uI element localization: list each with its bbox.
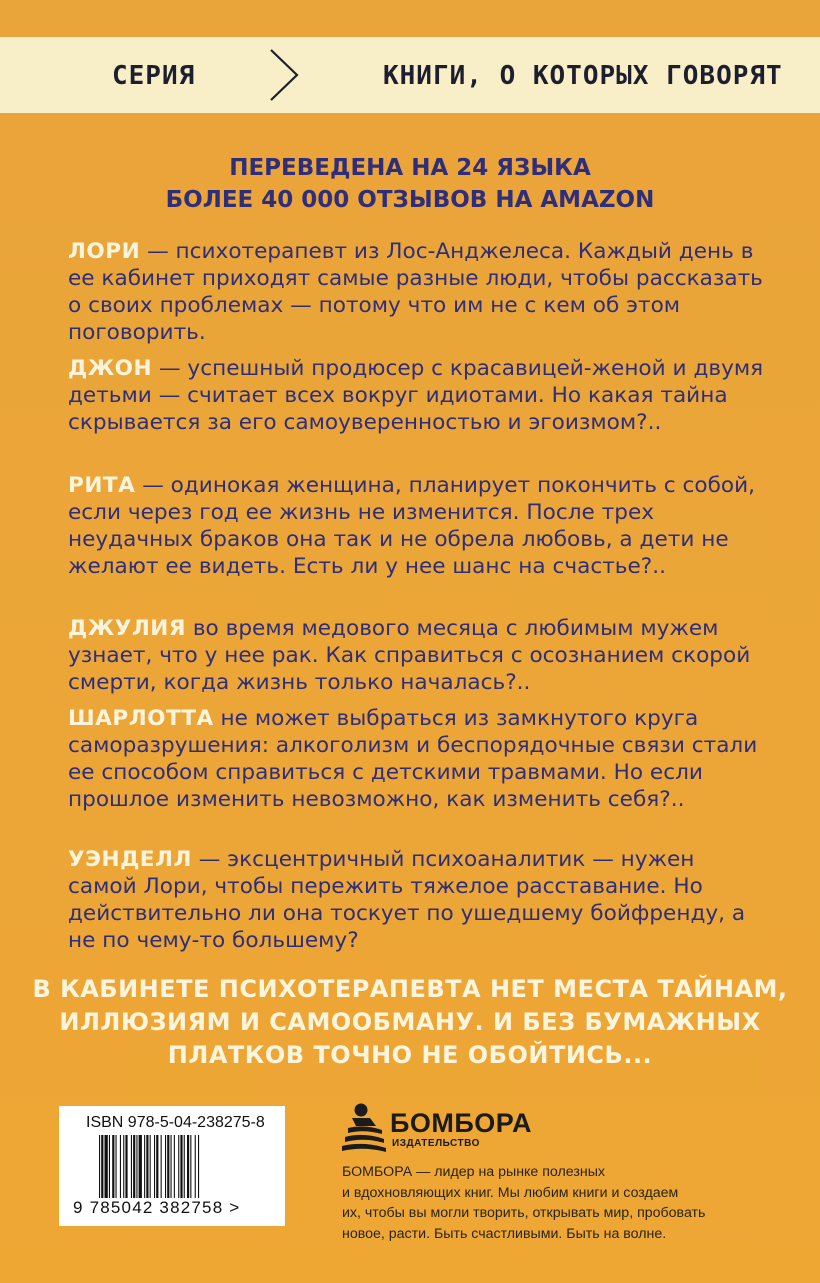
closing-line: ИЛЛЮЗИЯМ И САМООБМАНУ. И БЕЗ БУМАЖНЫХ xyxy=(59,1008,761,1036)
character-name: ДЖОН xyxy=(68,356,153,381)
character-text: — одинокая женщина, планирует покончить с собой, если через год ее жизнь не изменится. После трех неудачных браков она так и не обрела любовь, а дети не желают ее видеть. Есть ли у нее шанс на счастье?.. xyxy=(68,473,756,579)
character-text: — успешный продюсер с красавицей-женой и двумя детьми — считает всех вокруг идиотами. Но какая тайна скрывается за его самоуверенностью и эгоизмом?.. xyxy=(68,356,764,435)
headline-translations: ПЕРЕВЕДЕНА НА 24 ЯЗЫКА xyxy=(229,155,591,181)
publisher-description xyxy=(342,1162,782,1244)
headline-reviews: БОЛЕЕ 40 000 ОТЗЫВОВ НА AMAZON xyxy=(165,187,655,213)
character-paragraph xyxy=(68,238,768,346)
series-label: СЕРИЯ xyxy=(112,61,196,91)
character-text: не может выбраться из замкнутого круга саморазрушения: алкоголизм и беспорядочные связи стали ее способом справиться с детскими травмами. Но если прошлое изменить невозможно, как изменить себя?.. xyxy=(68,706,758,812)
character-name: РИТА xyxy=(68,473,136,498)
character-paragraph xyxy=(68,355,768,436)
closing-line: В КАБИНЕТЕ ПСИХОТЕРАПЕВТА НЕТ МЕСТА ТАЙНАМ, xyxy=(32,975,788,1003)
closing-line: ПЛАТКОВ ТОЧНО НЕ ОБОЙТИСЬ... xyxy=(167,1041,653,1069)
character-name: ДЖУЛИЯ xyxy=(68,616,186,641)
character-name: УЭНДЕЛЛ xyxy=(68,847,192,872)
publisher-desc-line: новое, расти. Быть счастливыми. Быть на волне. xyxy=(342,1225,667,1242)
publisher-name: БОМБОРА xyxy=(390,1108,532,1138)
publisher-subtitle: ИЗДАТЕЛЬСТВО xyxy=(392,1138,480,1149)
publisher-desc-line: и вдохновляющих книг. Мы любим книги и создаем xyxy=(342,1184,679,1201)
barcode-digits: 9 785042 382758 > xyxy=(73,1198,241,1217)
barcode-bars xyxy=(99,1135,269,1201)
isbn-number: ISBN 978-5-04-238275-8 xyxy=(86,1114,265,1131)
publisher-desc-line: БОМБОРА — лидер на рынке полезных xyxy=(342,1164,605,1180)
series-name: КНИГИ, О КОТОРЫХ ГОВОРЯТ xyxy=(383,61,783,91)
closing-statement xyxy=(0,973,820,1072)
character-text: — эксцентричный психоаналитик — нужен самой Лори, чтобы пережить тяжелое расставание. Но действительно ли она тоскует по ушедшему бойфренду, а не по чему-то большему? xyxy=(68,847,746,953)
publisher-logo xyxy=(340,1100,560,1155)
character-paragraph xyxy=(68,705,768,813)
character-paragraph xyxy=(68,472,768,580)
character-text: — психотерапевт из Лос-Анджелеса. Каждый день в ее кабинет приходят самые разные люди, чтобы рассказать о своих проблемах — потому что им не с кем об этом поговорить. xyxy=(68,239,763,345)
character-name: ШАРЛОТТА xyxy=(68,706,214,731)
publisher-desc-line: их, чтобы вы могли творить, открывать мир, пробовать xyxy=(342,1205,706,1221)
character-name: ЛОРИ xyxy=(68,239,141,264)
character-paragraph xyxy=(68,615,768,696)
isbn-barcode xyxy=(59,1106,285,1226)
series-banner xyxy=(0,37,820,113)
bombora-wave-icon xyxy=(340,1100,388,1155)
chevron-right-icon xyxy=(268,48,300,102)
character-text: во время медового месяца с любимым мужем узнает, что у нее рак. Как справиться с осознанием скорой смерти, когда жизнь только началась?.. xyxy=(68,616,751,695)
character-paragraph xyxy=(68,846,768,954)
